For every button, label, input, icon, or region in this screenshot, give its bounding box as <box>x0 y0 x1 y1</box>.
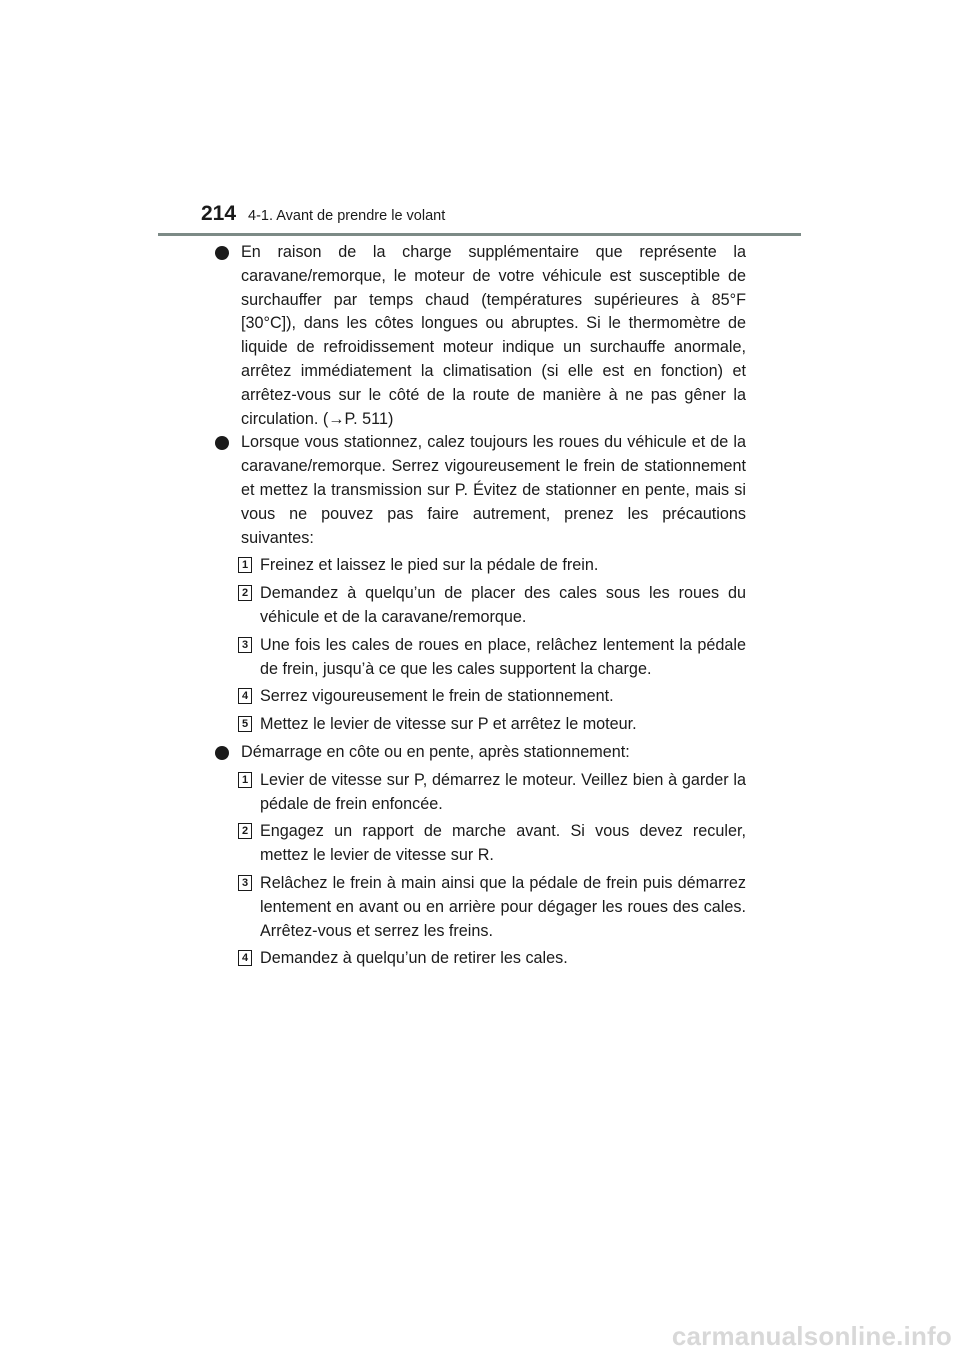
step-text: Engagez un rapport de marche avant. Si vous devez reculer, mettez le levier de vitesse sur R. <box>260 822 746 865</box>
page-header <box>201 202 801 234</box>
step-number-icon: 1 <box>238 772 252 788</box>
bullet-icon <box>215 246 229 260</box>
bullet-text: Démarrage en côte ou en pente, après stationnement: <box>241 742 630 761</box>
step-item <box>214 769 746 817</box>
step-text: Demandez à quelqu’un de placer des cales sous les roues du véhicule et de la caravane/remorque. <box>260 584 746 626</box>
step-list <box>214 769 746 971</box>
bullet-item <box>214 741 746 765</box>
page-number: 214 <box>201 202 237 225</box>
bullet-item <box>214 241 746 431</box>
step-item <box>214 820 746 868</box>
step-text: Serrez vigoureusement le frein de stationnement. <box>260 687 614 706</box>
step-number-icon: 1 <box>238 557 252 573</box>
bullet-text: En raison de la charge supplémentaire que représente la caravane/remorque, le moteur de votre véhicule est susceptible de surchauffer par temps chaud (températures supérieures à 85°F [30°C]), dans les côtes longues ou abruptes. Si le thermomètre de liquide de refroidissement moteur indique un surchauffe anormale, arrêtez immédiatement la climatisation (si elle est en fonction) et arrêtez-vous sur le côté de la route de manière à ne pas gêner la circulation. (→P. 511) <box>241 243 746 428</box>
step-number-icon: 3 <box>238 637 252 653</box>
step-item <box>214 947 746 971</box>
step-number-icon: 2 <box>238 823 252 839</box>
step-item <box>214 872 746 943</box>
step-item <box>214 713 746 737</box>
step-text: Levier de vitesse sur P, démarrez le moteur. Veillez bien à garder la pédale de frein enfoncée. <box>260 770 746 813</box>
step-text: Relâchez le frein à main ainsi que la pédale de frein puis démarrez lentement en avant ou en arrière pour dégager les roues des cales. Arrêtez-vous et serrez les freins. <box>260 873 746 940</box>
step-text: Demandez à quelqu’un de retirer les cales. <box>260 949 568 968</box>
step-number-icon: 4 <box>238 688 252 704</box>
step-list <box>214 554 746 737</box>
step-number-icon: 2 <box>238 585 252 601</box>
bullet-text: Lorsque vous stationnez, calez toujours les roues du véhicule et de la caravane/remorque. Serrez vigoureusement le frein de stationnement et mettez la transmission sur P. Évitez de stationner en pente, mais si vous ne pouvez pas faire autrement, prenez les précautions suivantes: <box>241 433 746 547</box>
step-item <box>214 582 746 630</box>
bullet-item <box>214 431 746 550</box>
step-number-icon: 4 <box>238 950 252 966</box>
step-number-icon: 5 <box>238 716 252 732</box>
step-item <box>214 554 746 578</box>
bullet-icon <box>215 436 229 450</box>
watermark-link[interactable]: carmanualsonline.info <box>671 1321 952 1351</box>
step-number-icon: 3 <box>238 875 252 891</box>
step-item <box>214 685 746 709</box>
step-text: Freinez et laissez le pied sur la pédale de frein. <box>260 556 599 575</box>
step-text: Une fois les cales de roues en place, relâchez lentement la pédale de frein, jusqu’à ce que les cales supportent la charge. <box>260 635 746 678</box>
section-title: 4-1. Avant de prendre le volant <box>248 208 446 224</box>
step-item <box>214 634 746 682</box>
header-rule <box>158 233 801 236</box>
step-text: Mettez le levier de vitesse sur P et arrêtez le moteur. <box>260 715 637 734</box>
content <box>214 241 746 975</box>
bullet-icon <box>215 746 229 760</box>
